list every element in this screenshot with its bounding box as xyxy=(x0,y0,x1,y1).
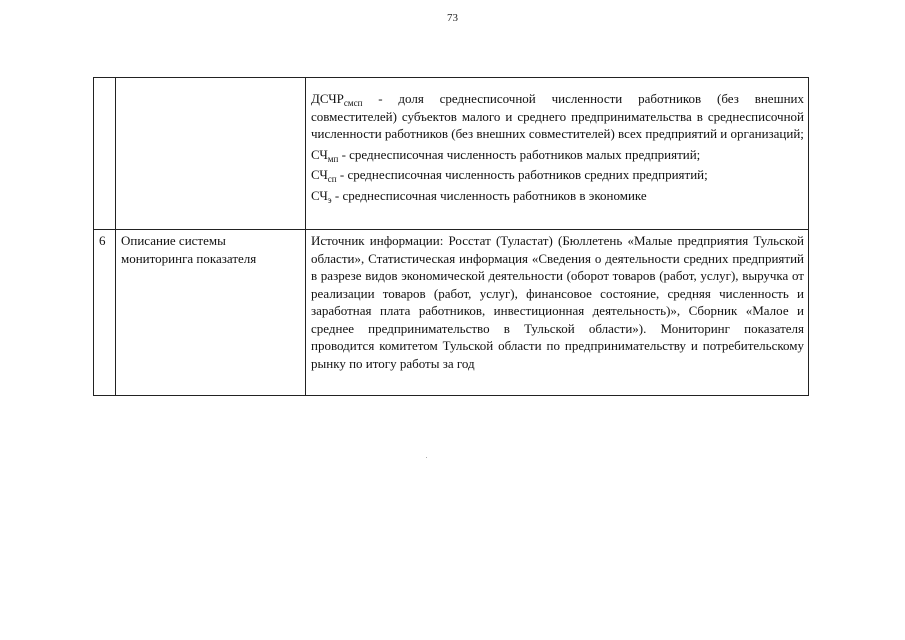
table-row xyxy=(94,78,809,230)
definition-text: - среднесписочная численность работников средних предприятий; xyxy=(336,167,708,182)
term-subscript: мп xyxy=(327,153,339,164)
definition-sch-mp xyxy=(311,146,804,164)
indicator-table xyxy=(93,77,809,396)
row-name-cell: Описание системы мониторинга показателя xyxy=(116,230,306,396)
definition-sch-sp xyxy=(311,166,804,184)
page-number: 73 xyxy=(447,12,458,24)
definition-text: - среднесписочная численность работников в экономике xyxy=(331,187,647,203)
row-number-cell: 6 xyxy=(94,230,116,396)
term: СЧ xyxy=(311,146,328,162)
term: ДСЧР xyxy=(311,91,344,106)
table-row xyxy=(94,230,809,396)
monitoring-description-cell: Источник информации: Росстат (Туластат) (Бюллетень «Малые предприятия Тульской области», Статистическая информация «Сведения о деятельности средних предприятий в разрезе видов экономической деятельности (оборот товаров (работ, услуг), выручка от реализации товаров (работ, услуг), финансовое состояние, средняя численность и заработная плата работников, инвестиционная деятельность)», Сборник «Малое и среднее предпринимательство в Тульской области»). Мониторинг показателя проводится комитетом Тульской области по предпринимательству и потребительскому рынку по итогу работы за год xyxy=(306,230,809,396)
row-number-cell xyxy=(94,78,116,230)
definition-text: - доля среднесписочной численности работников (без внешних совместителей) субъектов малого и среднего предпринимательства в среднесписочной численности работников (без внешних совместителей) всех предприятий и организаций; xyxy=(311,91,804,141)
term-subscript: смсп xyxy=(343,98,363,108)
definition-dschr xyxy=(311,90,804,143)
scan-speck xyxy=(426,457,427,458)
term-subscript: э xyxy=(327,194,332,205)
definition-text: - среднесписочная численность работников малых предприятий; xyxy=(338,146,701,162)
term: СЧ xyxy=(311,187,328,203)
definition-sch-e xyxy=(311,187,804,205)
term: СЧ xyxy=(311,167,328,182)
term-subscript: сп xyxy=(327,174,337,184)
definitions-cell xyxy=(306,78,809,230)
row-name-cell xyxy=(116,78,306,230)
